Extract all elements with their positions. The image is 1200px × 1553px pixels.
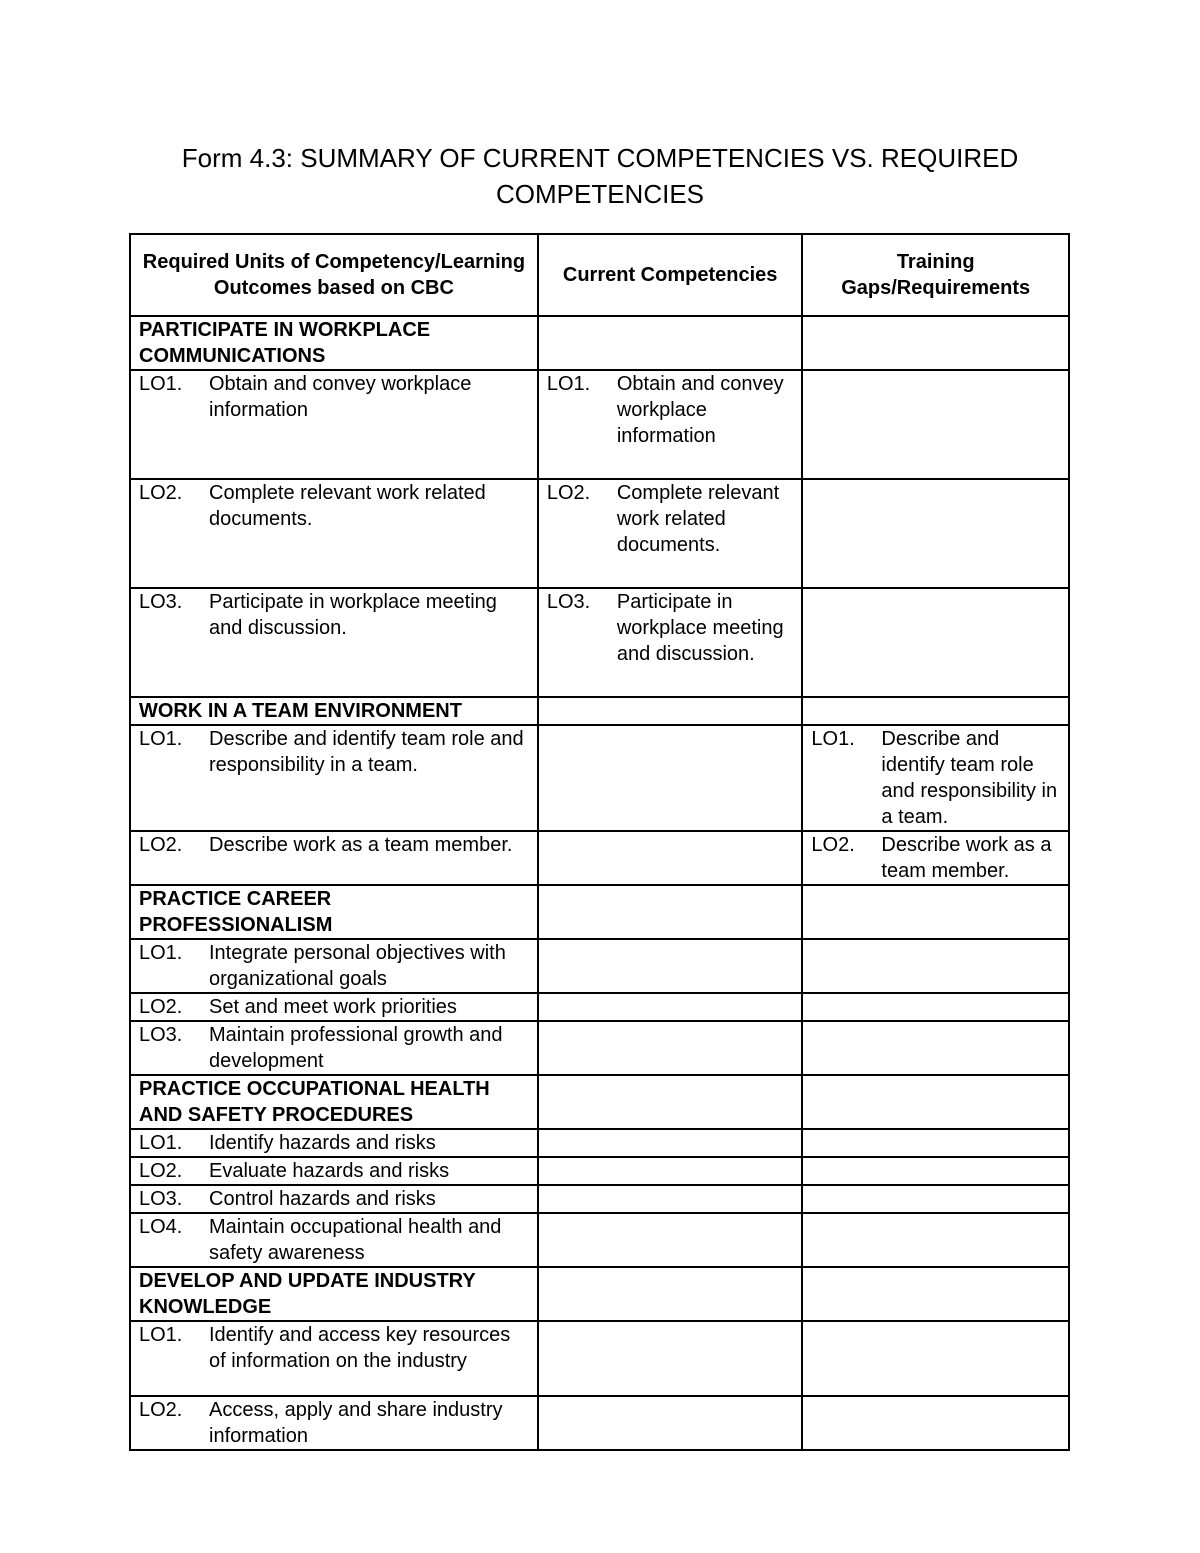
lo-number: LO1. (811, 728, 855, 750)
training-gap (802, 1157, 1069, 1185)
competency-table (129, 233, 1070, 1451)
lo-text: Complete relevant work related documents. (209, 482, 486, 530)
lo-text: Participate in workplace meeting and discussion. (209, 591, 497, 639)
unit-row (130, 316, 1069, 370)
required-outcome (130, 588, 538, 697)
lo-text: Describe and identify team role and responsibility in a team. (881, 728, 1058, 828)
current-competency (538, 939, 803, 993)
lo-number: LO2. (139, 1399, 183, 1421)
lo-text: Access, apply and share industry information (209, 1399, 503, 1447)
current-competency (538, 725, 803, 831)
lo-text: Control hazards and risks (209, 1188, 436, 1210)
required-outcome (130, 370, 538, 479)
page-title (130, 140, 1070, 212)
required-outcome (130, 1396, 538, 1450)
training-gap (802, 370, 1069, 479)
current-competency (538, 1213, 803, 1267)
table-row (130, 939, 1069, 993)
table-header-row (130, 234, 1069, 316)
empty-cell (802, 885, 1069, 939)
unit-title: PRACTICE OCCUPATIONAL HEALTH AND SAFETY PROCEDURES (130, 1075, 538, 1129)
current-competency (538, 588, 803, 697)
training-gap (802, 588, 1069, 697)
required-outcome (130, 1321, 538, 1396)
training-gap (802, 1185, 1069, 1213)
training-gap (802, 1129, 1069, 1157)
lo-number: LO3. (139, 1188, 183, 1210)
required-outcome (130, 1157, 538, 1185)
training-gap (802, 479, 1069, 588)
empty-cell (538, 316, 803, 370)
required-outcome (130, 1185, 538, 1213)
required-outcome (130, 1021, 538, 1075)
unit-title: PARTICIPATE IN WORKPLACE COMMUNICATIONS (130, 316, 538, 370)
lo-number: LO2. (139, 996, 183, 1018)
table-row (130, 1021, 1069, 1075)
lo-number: LO2. (811, 834, 855, 856)
lo-number: LO1. (139, 1324, 183, 1346)
lo-number: LO1. (139, 728, 183, 750)
lo-text: Integrate personal objectives with organizational goals (209, 942, 506, 990)
lo-number: LO3. (139, 1024, 183, 1046)
training-gap (802, 725, 1069, 831)
table-row (130, 479, 1069, 588)
lo-number: LO3. (546, 591, 591, 613)
lo-text: Obtain and convey workplace information (616, 373, 784, 447)
empty-cell (538, 697, 803, 725)
table-row (130, 588, 1069, 697)
header-training-gaps: Training Gaps/Requirements (802, 234, 1069, 316)
table-row (130, 831, 1069, 885)
current-competency (538, 370, 803, 479)
unit-row (130, 1267, 1069, 1321)
required-outcome (130, 1129, 538, 1157)
empty-cell (538, 885, 803, 939)
lo-number: LO1. (139, 942, 183, 964)
table-row (130, 1396, 1069, 1450)
table-row (130, 1213, 1069, 1267)
empty-cell (802, 1267, 1069, 1321)
title-line-2: COMPETENCIES (495, 179, 705, 209)
current-competency (538, 479, 803, 588)
required-outcome (130, 831, 538, 885)
header-required-units: Required Units of Competency/Learning Outcomes based on CBC (130, 234, 538, 316)
lo-number: LO2. (546, 482, 591, 504)
table-row (130, 1185, 1069, 1213)
required-outcome (130, 725, 538, 831)
lo-number: LO1. (546, 373, 591, 395)
lo-text: Describe work as a team member. (209, 834, 513, 856)
empty-cell (802, 316, 1069, 370)
lo-number: LO3. (139, 591, 183, 613)
lo-text: Maintain professional growth and development (209, 1024, 503, 1072)
empty-cell (802, 697, 1069, 725)
current-competency (538, 1321, 803, 1396)
table-row (130, 1157, 1069, 1185)
header-current-competencies: Current Competencies (538, 234, 803, 316)
training-gap (802, 831, 1069, 885)
lo-number: LO2. (139, 1160, 183, 1182)
empty-cell (538, 1075, 803, 1129)
current-competency (538, 1129, 803, 1157)
required-outcome (130, 939, 538, 993)
unit-row (130, 885, 1069, 939)
training-gap (802, 1396, 1069, 1450)
lo-number: LO2. (139, 834, 183, 856)
table-row (130, 370, 1069, 479)
required-outcome (130, 993, 538, 1021)
current-competency (538, 1157, 803, 1185)
lo-text: Maintain occupational health and safety awareness (209, 1216, 502, 1264)
table-row (130, 1129, 1069, 1157)
lo-text: Identify and access key resources of information on the industry (209, 1324, 511, 1372)
empty-cell (802, 1075, 1069, 1129)
lo-text: Complete relevant work related documents. (616, 482, 780, 556)
unit-title: PRACTICE CAREER PROFESSIONALISM (130, 885, 538, 939)
training-gap (802, 1021, 1069, 1075)
current-competency (538, 993, 803, 1021)
lo-text: Obtain and convey workplace information (209, 373, 472, 421)
table-row (130, 993, 1069, 1021)
lo-number: LO1. (139, 373, 183, 395)
current-competency (538, 1396, 803, 1450)
lo-text: Evaluate hazards and risks (209, 1160, 450, 1182)
training-gap (802, 939, 1069, 993)
title-line-1: Form 4.3: SUMMARY OF CURRENT COMPETENCIES VS. REQUIRED (181, 143, 1019, 173)
lo-number: LO4. (139, 1216, 183, 1238)
lo-number: LO2. (139, 482, 183, 504)
lo-number: LO1. (139, 1132, 183, 1154)
current-competency (538, 831, 803, 885)
required-outcome (130, 1213, 538, 1267)
lo-text: Identify hazards and risks (209, 1132, 436, 1154)
lo-text: Describe and identify team role and responsibility in a team. (209, 728, 524, 776)
table-row (130, 725, 1069, 831)
training-gap (802, 1321, 1069, 1396)
training-gap (802, 993, 1069, 1021)
unit-title: WORK IN A TEAM ENVIRONMENT (130, 697, 538, 725)
training-gap (802, 1213, 1069, 1267)
unit-row (130, 697, 1069, 725)
current-competency (538, 1021, 803, 1075)
lo-text: Describe work as a team member. (881, 834, 1052, 882)
unit-title: DEVELOP AND UPDATE INDUSTRY KNOWLEDGE (130, 1267, 538, 1321)
current-competency (538, 1185, 803, 1213)
required-outcome (130, 479, 538, 588)
lo-text: Participate in workplace meeting and discussion. (616, 591, 784, 665)
lo-text: Set and meet work priorities (209, 996, 457, 1018)
empty-cell (538, 1267, 803, 1321)
table-row (130, 1321, 1069, 1396)
unit-row (130, 1075, 1069, 1129)
